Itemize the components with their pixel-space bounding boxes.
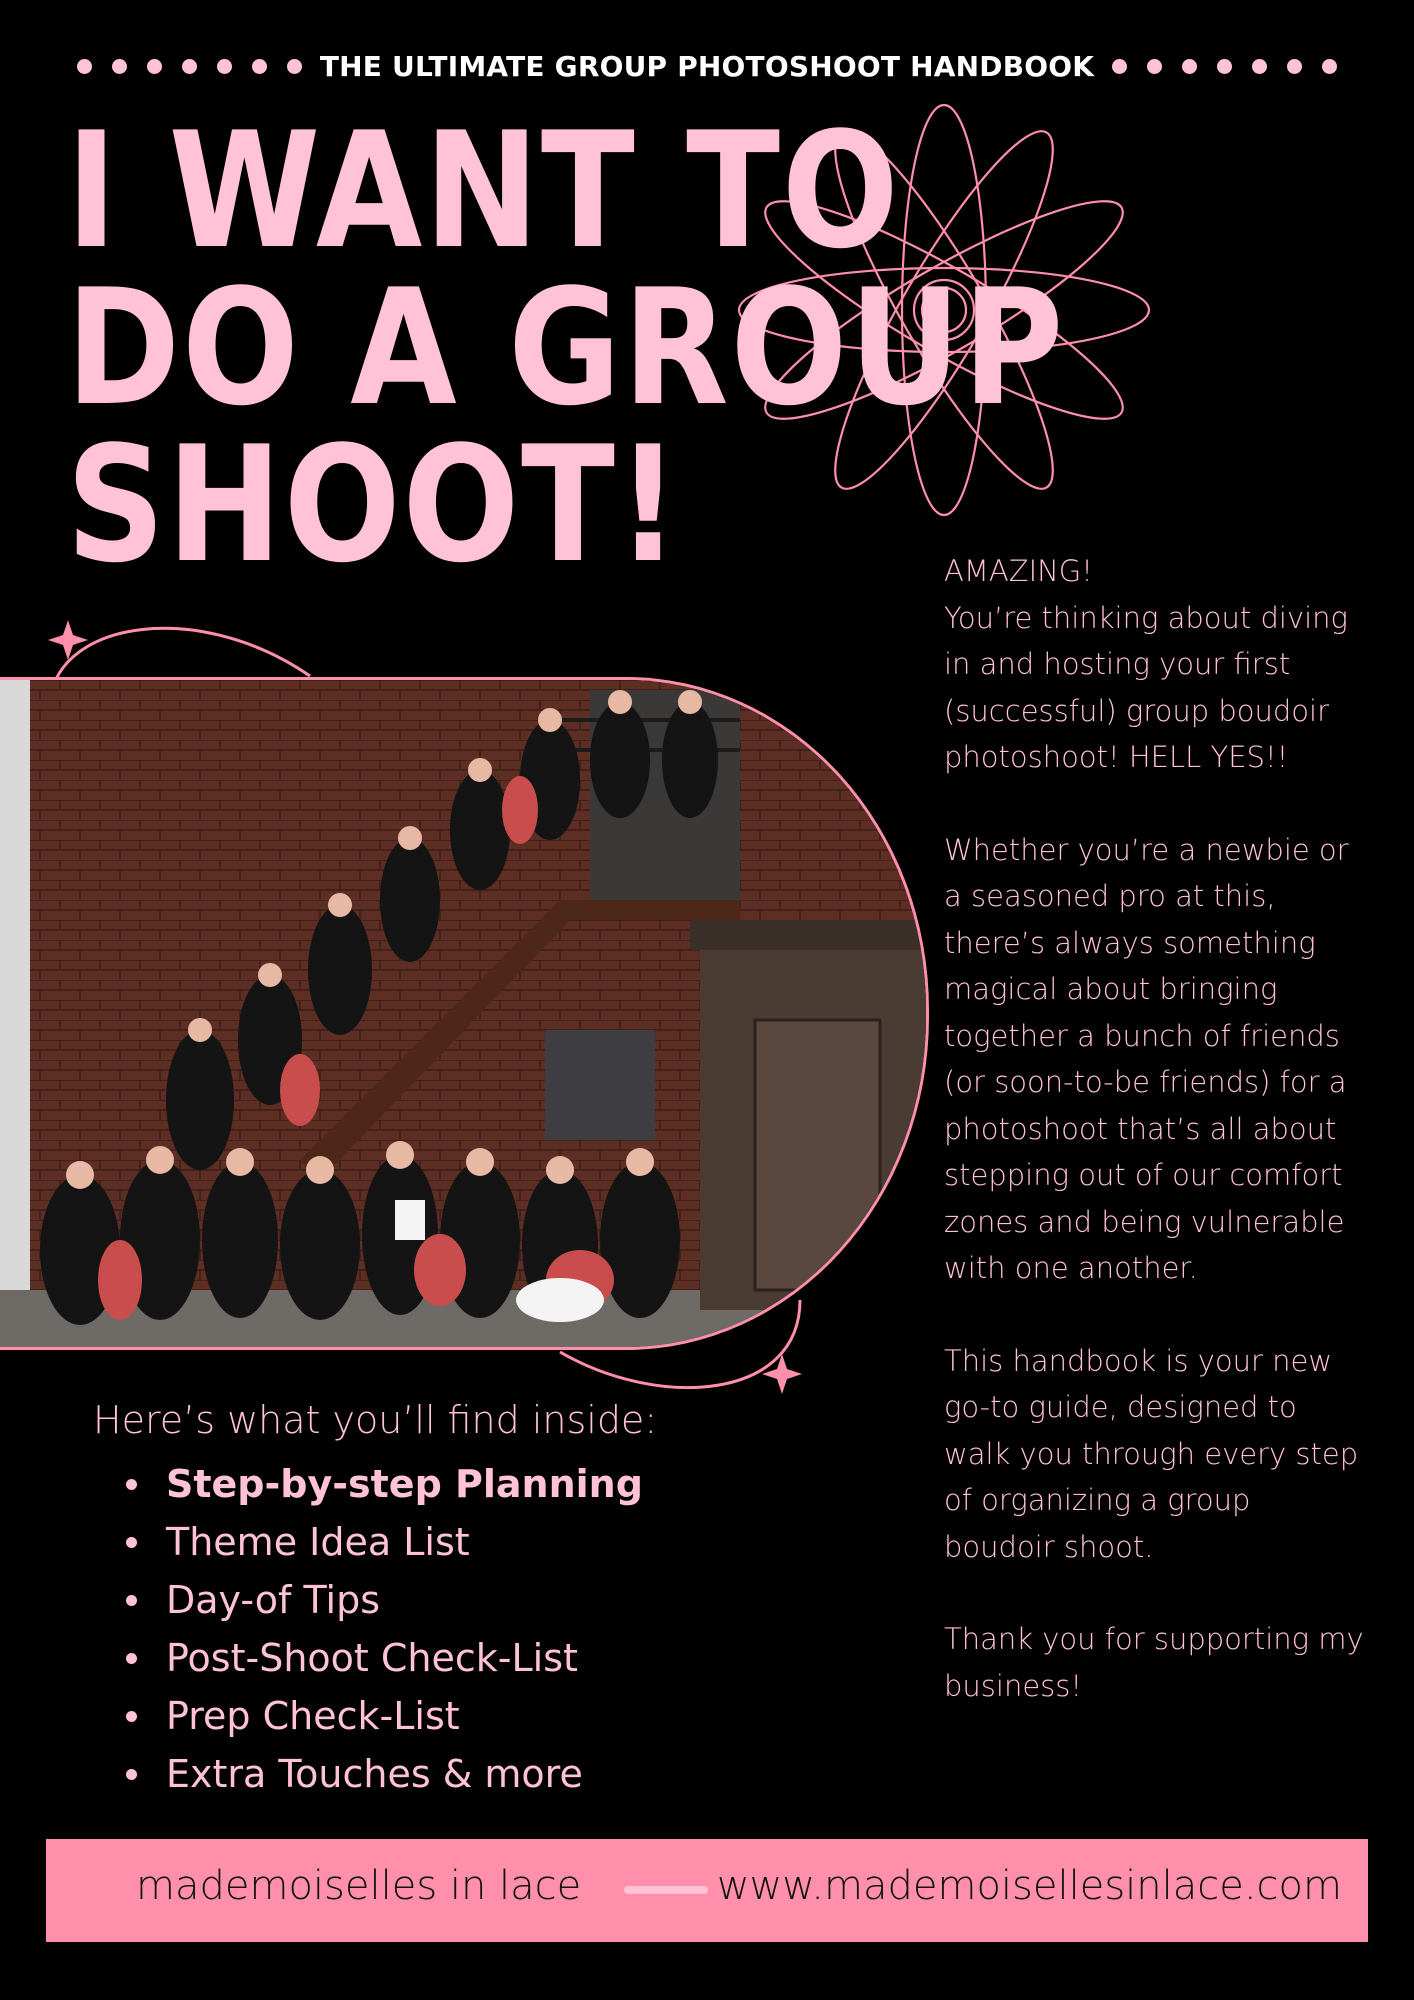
intro-paragraph-3: This handbook is your new go-to guide, designed to walk you through every step of organizing a group boudoir shoot. [944, 1343, 1359, 1564]
sparkle-star-icon [762, 1354, 802, 1394]
headline [66, 97, 1066, 598]
inside-list [118, 1455, 643, 1803]
intro-paragraph-2: Whether you’re a newbie or a seasoned pro at this, there’s always something magical about bringing together a bunch of friends (or soon-to-be friends) for a photoshoot that’s all about stepping out of our comfort zones and being vulnerable with one another. [944, 832, 1349, 1285]
top-banner [0, 46, 1414, 86]
inside-title: Here’s what you’ll find inside: [93, 1398, 658, 1442]
intro-paragraph-4: Thank you for supporting my business! [944, 1622, 1364, 1703]
headline-line-1: I WANT TO [66, 97, 901, 284]
list-item: Day-of Tips [118, 1571, 643, 1629]
footer-brand: mademoiselles in lace [136, 1863, 582, 1909]
headline-line-2: DO A GROUP [66, 254, 1066, 441]
list-item: Theme Idea List [118, 1513, 643, 1571]
banner-title: THE ULTIMATE GROUP PHOTOSHOOT HANDBOOK [319, 49, 1095, 83]
group-photo [0, 680, 926, 1347]
banner-dots-left [77, 59, 302, 74]
intro-amazing: AMAZING! [944, 554, 1093, 588]
intro-paragraph-1 [944, 548, 1364, 781]
footer-website-link[interactable]: www.mademoisellesinlace.com [716, 1863, 1342, 1909]
banner-dots-right [1112, 59, 1337, 74]
list-item: Extra Touches & more [118, 1745, 643, 1803]
footer-divider [624, 1886, 708, 1894]
list-item: Prep Check-List [118, 1687, 643, 1745]
list-item: Step-by-step Planning [118, 1455, 643, 1513]
intro-thinking: You’re thinking about diving in and hosting your first (successful) group boudoir photoshoot! HELL YES!! [944, 600, 1348, 774]
headline-line-3: SHOOT! [66, 411, 682, 598]
intro-copy [944, 548, 1364, 1755]
sparkle-star-icon [48, 620, 88, 660]
footer-bar [46, 1839, 1368, 1942]
list-item: Post-Shoot Check-List [118, 1629, 643, 1687]
